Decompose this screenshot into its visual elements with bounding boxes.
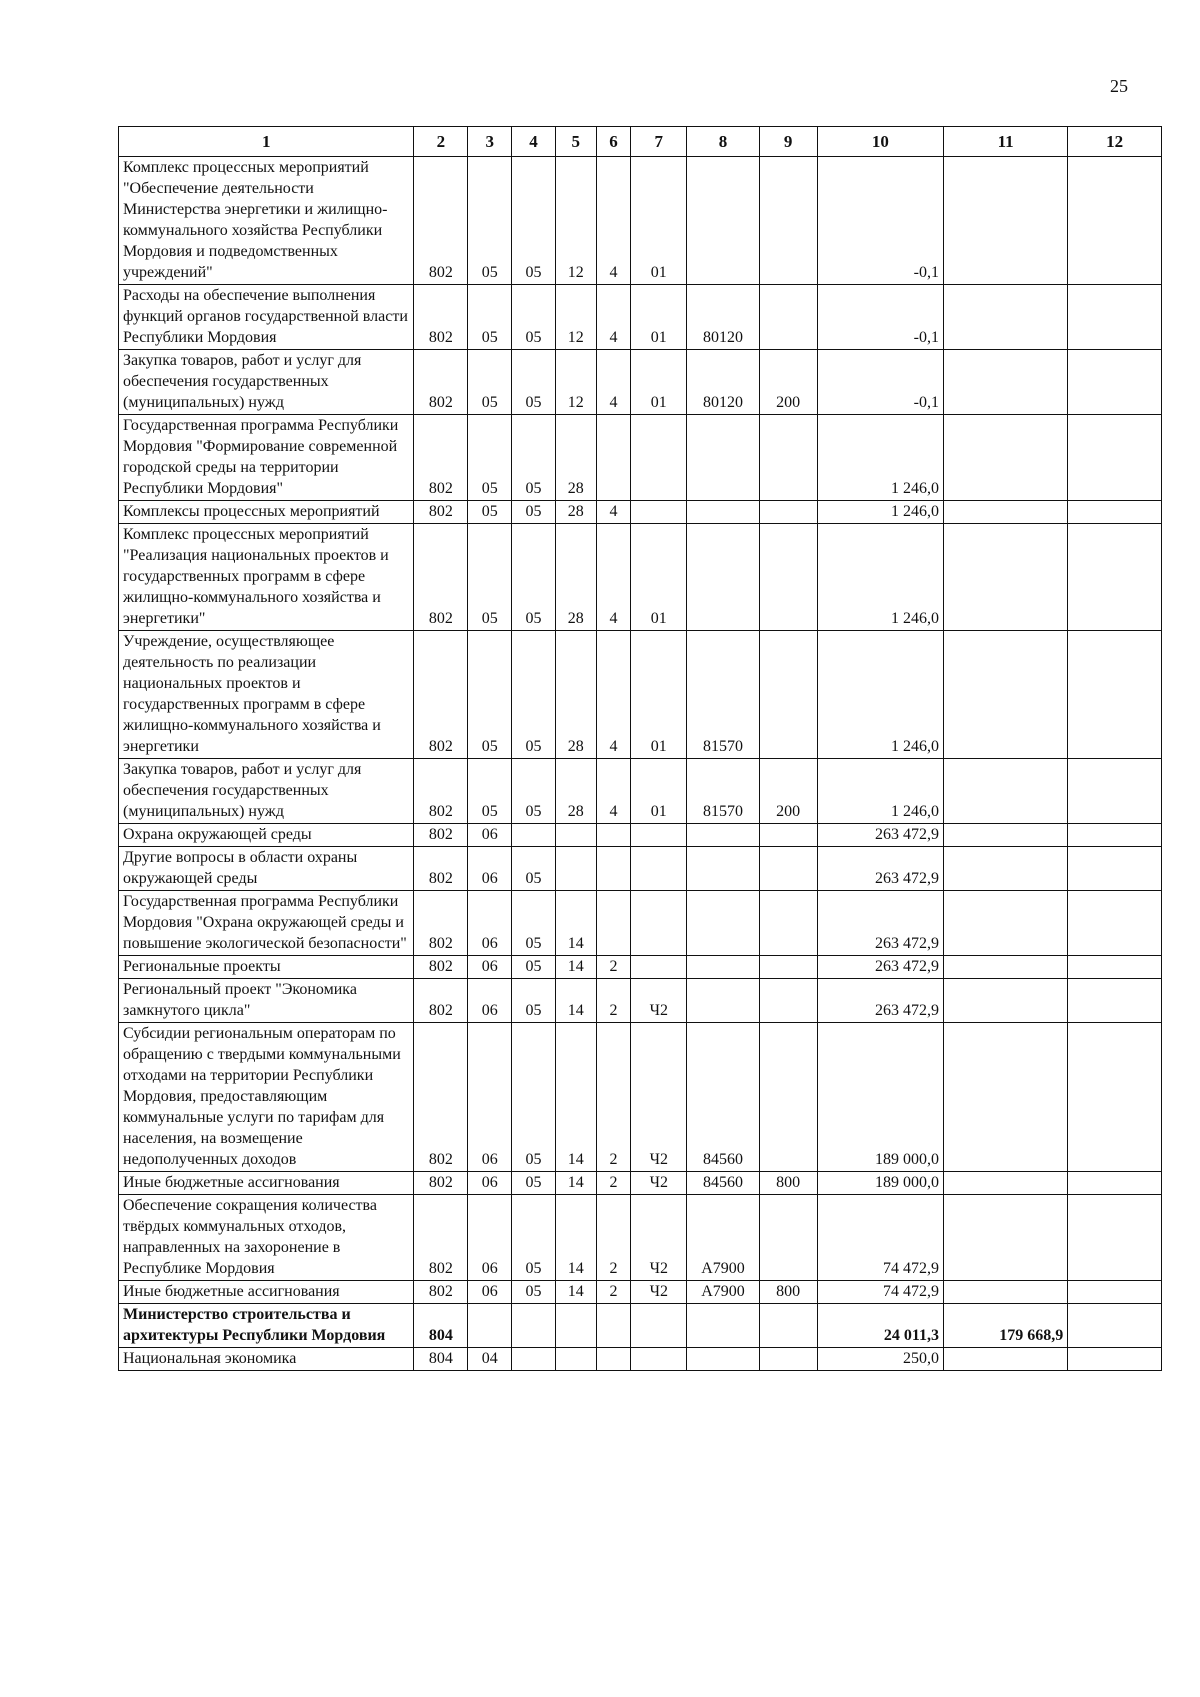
program-cell xyxy=(555,1348,596,1371)
table-row xyxy=(119,350,1162,415)
subprogram-cell: 4 xyxy=(596,501,631,524)
event-cell xyxy=(631,1348,687,1371)
direction-cell: 80120 xyxy=(687,350,759,415)
expense-type-cell xyxy=(759,285,817,350)
amount-2-cell xyxy=(943,1023,1067,1172)
column-header: 10 xyxy=(817,127,943,157)
amount-3-cell xyxy=(1068,847,1162,891)
expense-type-cell xyxy=(759,979,817,1023)
subsection-cell: 05 xyxy=(512,759,556,824)
direction-cell xyxy=(687,891,759,956)
event-cell: 01 xyxy=(631,157,687,285)
amount-2-cell xyxy=(943,415,1067,501)
kvsr-cell: 802 xyxy=(414,501,468,524)
direction-cell xyxy=(687,979,759,1023)
subsection-cell: 05 xyxy=(512,979,556,1023)
row-name-cell: Закупка товаров, работ и услуг для обеспечения государственных (муниципальных) нужд xyxy=(119,350,414,415)
column-header: 9 xyxy=(759,127,817,157)
amount-cell: 1 246,0 xyxy=(817,631,943,759)
table-row xyxy=(119,847,1162,891)
amount-2-cell xyxy=(943,759,1067,824)
table-row xyxy=(119,1023,1162,1172)
program-cell: 28 xyxy=(555,524,596,631)
expense-type-cell: 200 xyxy=(759,350,817,415)
amount-3-cell xyxy=(1068,285,1162,350)
direction-cell: 84560 xyxy=(687,1172,759,1195)
subprogram-cell xyxy=(596,891,631,956)
event-cell: Ч2 xyxy=(631,1281,687,1304)
amount-2-cell xyxy=(943,1281,1067,1304)
program-cell: 14 xyxy=(555,1281,596,1304)
table-row xyxy=(119,1195,1162,1281)
direction-cell: 80120 xyxy=(687,285,759,350)
event-cell: Ч2 xyxy=(631,1023,687,1172)
program-cell: 28 xyxy=(555,501,596,524)
program-cell: 28 xyxy=(555,631,596,759)
kvsr-cell: 802 xyxy=(414,1172,468,1195)
row-name-cell: Министерство строительства и архитектуры Республики Мордовия xyxy=(119,1304,414,1348)
amount-cell: 74 472,9 xyxy=(817,1281,943,1304)
table-row xyxy=(119,824,1162,847)
table-row xyxy=(119,415,1162,501)
event-cell: 01 xyxy=(631,350,687,415)
expense-type-cell xyxy=(759,1348,817,1371)
event-cell: 01 xyxy=(631,285,687,350)
amount-cell: 263 472,9 xyxy=(817,847,943,891)
amount-cell: 263 472,9 xyxy=(817,956,943,979)
section-cell: 06 xyxy=(468,891,512,956)
amount-2-cell: 179 668,9 xyxy=(943,1304,1067,1348)
amount-2-cell xyxy=(943,501,1067,524)
expense-type-cell xyxy=(759,956,817,979)
section-cell: 05 xyxy=(468,415,512,501)
subprogram-cell xyxy=(596,1304,631,1348)
amount-cell: 1 246,0 xyxy=(817,524,943,631)
column-header: 7 xyxy=(631,127,687,157)
row-name-cell: Закупка товаров, работ и услуг для обеспечения государственных (муниципальных) нужд xyxy=(119,759,414,824)
direction-cell xyxy=(687,1348,759,1371)
subprogram-cell: 2 xyxy=(596,1281,631,1304)
expense-type-cell xyxy=(759,157,817,285)
table-body xyxy=(119,157,1162,1371)
amount-3-cell xyxy=(1068,891,1162,956)
row-name-cell: Расходы на обеспечение выполнения функций органов государственной власти Республики Мордовия xyxy=(119,285,414,350)
subprogram-cell xyxy=(596,847,631,891)
amount-2-cell xyxy=(943,956,1067,979)
kvsr-cell: 802 xyxy=(414,285,468,350)
table-row xyxy=(119,1304,1162,1348)
event-cell: 01 xyxy=(631,524,687,631)
kvsr-cell: 802 xyxy=(414,415,468,501)
column-header: 3 xyxy=(468,127,512,157)
kvsr-cell: 802 xyxy=(414,891,468,956)
column-header: 4 xyxy=(512,127,556,157)
section-cell: 06 xyxy=(468,979,512,1023)
subsection-cell: 05 xyxy=(512,157,556,285)
amount-2-cell xyxy=(943,157,1067,285)
amount-2-cell xyxy=(943,847,1067,891)
amount-3-cell xyxy=(1068,1348,1162,1371)
budget-table xyxy=(118,126,1162,1371)
amount-cell: 1 246,0 xyxy=(817,759,943,824)
amount-3-cell xyxy=(1068,956,1162,979)
kvsr-cell: 802 xyxy=(414,631,468,759)
row-name-cell: Иные бюджетные ассигнования xyxy=(119,1281,414,1304)
column-header: 6 xyxy=(596,127,631,157)
amount-3-cell xyxy=(1068,759,1162,824)
program-cell: 14 xyxy=(555,891,596,956)
section-cell: 05 xyxy=(468,285,512,350)
amount-cell: -0,1 xyxy=(817,285,943,350)
row-name-cell: Субсидии региональным операторам по обращению с твердыми коммунальными отходами на территории Республики Мордовия, предоставляющим коммунальные услуги по тарифам для населения, на возмещение недополученных доходов xyxy=(119,1023,414,1172)
subprogram-cell: 4 xyxy=(596,524,631,631)
row-name-cell: Учреждение, осуществляющее деятельность по реализации национальных проектов и государственных программ в сфере жилищно-коммунального хозяйства и энергетики xyxy=(119,631,414,759)
amount-2-cell xyxy=(943,824,1067,847)
expense-type-cell xyxy=(759,824,817,847)
subprogram-cell: 4 xyxy=(596,759,631,824)
amount-2-cell xyxy=(943,285,1067,350)
row-name-cell: Другие вопросы в области охраны окружающей среды xyxy=(119,847,414,891)
subsection-cell: 05 xyxy=(512,631,556,759)
row-name-cell: Охрана окружающей среды xyxy=(119,824,414,847)
program-cell xyxy=(555,1304,596,1348)
subprogram-cell: 4 xyxy=(596,350,631,415)
subprogram-cell xyxy=(596,1348,631,1371)
table-row xyxy=(119,631,1162,759)
row-name-cell: Комплекс процессных мероприятий "Обеспечение деятельности Министерства энергетики и жилищно-коммунального хозяйства Республики Мордовия и подведомственных учреждений" xyxy=(119,157,414,285)
kvsr-cell: 802 xyxy=(414,524,468,631)
event-cell xyxy=(631,415,687,501)
table-row xyxy=(119,524,1162,631)
subprogram-cell: 4 xyxy=(596,631,631,759)
column-header: 1 xyxy=(119,127,414,157)
direction-cell: 81570 xyxy=(687,759,759,824)
subsection-cell xyxy=(512,1304,556,1348)
event-cell: 01 xyxy=(631,759,687,824)
amount-cell: 189 000,0 xyxy=(817,1172,943,1195)
direction-cell xyxy=(687,415,759,501)
amount-2-cell xyxy=(943,631,1067,759)
amount-3-cell xyxy=(1068,415,1162,501)
amount-2-cell xyxy=(943,1172,1067,1195)
program-cell: 14 xyxy=(555,1195,596,1281)
amount-2-cell xyxy=(943,1348,1067,1371)
page-number: 25 xyxy=(1110,76,1128,96)
event-cell: Ч2 xyxy=(631,1195,687,1281)
table-row xyxy=(119,157,1162,285)
program-cell: 28 xyxy=(555,759,596,824)
amount-3-cell xyxy=(1068,824,1162,847)
subsection-cell: 05 xyxy=(512,1281,556,1304)
direction-cell xyxy=(687,824,759,847)
event-cell xyxy=(631,956,687,979)
amount-2-cell xyxy=(943,1195,1067,1281)
section-cell: 05 xyxy=(468,759,512,824)
amount-cell: 1 246,0 xyxy=(817,501,943,524)
kvsr-cell: 802 xyxy=(414,956,468,979)
amount-cell: 189 000,0 xyxy=(817,1023,943,1172)
direction-cell xyxy=(687,501,759,524)
subsection-cell: 05 xyxy=(512,285,556,350)
direction-cell xyxy=(687,524,759,631)
section-cell: 06 xyxy=(468,1023,512,1172)
program-cell: 12 xyxy=(555,285,596,350)
kvsr-cell: 802 xyxy=(414,157,468,285)
direction-cell: А7900 xyxy=(687,1195,759,1281)
expense-type-cell xyxy=(759,847,817,891)
amount-3-cell xyxy=(1068,501,1162,524)
section-cell: 04 xyxy=(468,1348,512,1371)
expense-type-cell: 800 xyxy=(759,1172,817,1195)
subprogram-cell xyxy=(596,415,631,501)
amount-3-cell xyxy=(1068,1023,1162,1172)
expense-type-cell xyxy=(759,1304,817,1348)
subsection-cell: 05 xyxy=(512,1195,556,1281)
amount-3-cell xyxy=(1068,157,1162,285)
amount-2-cell xyxy=(943,350,1067,415)
direction-cell xyxy=(687,157,759,285)
column-header: 5 xyxy=(555,127,596,157)
amount-cell: 1 246,0 xyxy=(817,415,943,501)
expense-type-cell xyxy=(759,501,817,524)
kvsr-cell: 802 xyxy=(414,979,468,1023)
amount-3-cell xyxy=(1068,1281,1162,1304)
row-name-cell: Комплексы процессных мероприятий xyxy=(119,501,414,524)
table-row xyxy=(119,891,1162,956)
amount-2-cell xyxy=(943,891,1067,956)
subprogram-cell: 2 xyxy=(596,956,631,979)
program-cell: 14 xyxy=(555,956,596,979)
kvsr-cell: 802 xyxy=(414,824,468,847)
direction-cell: А7900 xyxy=(687,1281,759,1304)
column-header: 12 xyxy=(1068,127,1162,157)
row-name-cell: Региональный проект "Экономика замкнутого цикла" xyxy=(119,979,414,1023)
row-name-cell: Обеспечение сокращения количества твёрдых коммунальных отходов, направленных на захоронение в Республике Мордовия xyxy=(119,1195,414,1281)
expense-type-cell: 800 xyxy=(759,1281,817,1304)
section-cell xyxy=(468,1304,512,1348)
kvsr-cell: 804 xyxy=(414,1304,468,1348)
program-cell: 14 xyxy=(555,1023,596,1172)
amount-3-cell xyxy=(1068,1304,1162,1348)
amount-cell: 250,0 xyxy=(817,1348,943,1371)
subsection-cell xyxy=(512,1348,556,1371)
row-name-cell: Иные бюджетные ассигнования xyxy=(119,1172,414,1195)
section-cell: 06 xyxy=(468,1172,512,1195)
subprogram-cell xyxy=(596,824,631,847)
amount-3-cell xyxy=(1068,524,1162,631)
expense-type-cell xyxy=(759,891,817,956)
event-cell xyxy=(631,847,687,891)
subsection-cell: 05 xyxy=(512,847,556,891)
subsection-cell: 05 xyxy=(512,956,556,979)
section-cell: 05 xyxy=(468,157,512,285)
amount-2-cell xyxy=(943,979,1067,1023)
expense-type-cell: 200 xyxy=(759,759,817,824)
direction-cell xyxy=(687,956,759,979)
kvsr-cell: 802 xyxy=(414,350,468,415)
section-cell: 05 xyxy=(468,501,512,524)
kvsr-cell: 802 xyxy=(414,1195,468,1281)
table-row xyxy=(119,285,1162,350)
event-cell: 01 xyxy=(631,631,687,759)
subprogram-cell: 2 xyxy=(596,1195,631,1281)
amount-cell: -0,1 xyxy=(817,350,943,415)
subprogram-cell: 4 xyxy=(596,285,631,350)
row-name-cell: Комплекс процессных мероприятий "Реализация национальных проектов и государственных программ в сфере жилищно-коммунального хозяйства и энергетики" xyxy=(119,524,414,631)
kvsr-cell: 802 xyxy=(414,759,468,824)
section-cell: 05 xyxy=(468,524,512,631)
program-cell: 12 xyxy=(555,350,596,415)
amount-3-cell xyxy=(1068,979,1162,1023)
subsection-cell: 05 xyxy=(512,1172,556,1195)
section-cell: 05 xyxy=(468,350,512,415)
event-cell xyxy=(631,891,687,956)
program-cell: 28 xyxy=(555,415,596,501)
row-name-cell: Государственная программа Республики Мордовия "Охрана окружающей среды и повышение экологической безопасности" xyxy=(119,891,414,956)
event-cell: Ч2 xyxy=(631,979,687,1023)
program-cell: 14 xyxy=(555,1172,596,1195)
amount-cell: -0,1 xyxy=(817,157,943,285)
amount-3-cell xyxy=(1068,1172,1162,1195)
subsection-cell: 05 xyxy=(512,1023,556,1172)
subsection-cell: 05 xyxy=(512,350,556,415)
expense-type-cell xyxy=(759,631,817,759)
expense-type-cell xyxy=(759,1023,817,1172)
expense-type-cell xyxy=(759,415,817,501)
amount-cell: 263 472,9 xyxy=(817,979,943,1023)
kvsr-cell: 802 xyxy=(414,847,468,891)
row-name-cell: Государственная программа Республики Мордовия "Формирование современной городской среды на территории Республики Мордовия" xyxy=(119,415,414,501)
row-name-cell: Национальная экономика xyxy=(119,1348,414,1371)
subsection-cell: 05 xyxy=(512,415,556,501)
program-cell: 12 xyxy=(555,157,596,285)
table-row xyxy=(119,501,1162,524)
table-row xyxy=(119,1281,1162,1304)
event-cell: Ч2 xyxy=(631,1172,687,1195)
expense-type-cell xyxy=(759,524,817,631)
event-cell xyxy=(631,824,687,847)
subsection-cell: 05 xyxy=(512,524,556,631)
event-cell xyxy=(631,1304,687,1348)
section-cell: 06 xyxy=(468,1281,512,1304)
subprogram-cell: 2 xyxy=(596,1023,631,1172)
event-cell xyxy=(631,501,687,524)
program-cell: 14 xyxy=(555,979,596,1023)
amount-cell: 24 011,3 xyxy=(817,1304,943,1348)
section-cell: 06 xyxy=(468,847,512,891)
subsection-cell xyxy=(512,824,556,847)
table-row xyxy=(119,1348,1162,1371)
amount-2-cell xyxy=(943,524,1067,631)
section-cell: 05 xyxy=(468,631,512,759)
kvsr-cell: 802 xyxy=(414,1281,468,1304)
column-header: 2 xyxy=(414,127,468,157)
direction-cell: 81570 xyxy=(687,631,759,759)
table-row xyxy=(119,956,1162,979)
column-header: 11 xyxy=(943,127,1067,157)
subsection-cell: 05 xyxy=(512,501,556,524)
section-cell: 06 xyxy=(468,1195,512,1281)
row-name-cell: Региональные проекты xyxy=(119,956,414,979)
section-cell: 06 xyxy=(468,956,512,979)
subprogram-cell: 4 xyxy=(596,157,631,285)
amount-3-cell xyxy=(1068,631,1162,759)
section-cell: 06 xyxy=(468,824,512,847)
program-cell xyxy=(555,847,596,891)
subprogram-cell: 2 xyxy=(596,979,631,1023)
kvsr-cell: 804 xyxy=(414,1348,468,1371)
table-row xyxy=(119,979,1162,1023)
expense-type-cell xyxy=(759,1195,817,1281)
table-row xyxy=(119,759,1162,824)
direction-cell xyxy=(687,1304,759,1348)
subprogram-cell: 2 xyxy=(596,1172,631,1195)
subsection-cell: 05 xyxy=(512,891,556,956)
kvsr-cell: 802 xyxy=(414,1023,468,1172)
program-cell xyxy=(555,824,596,847)
column-header: 8 xyxy=(687,127,759,157)
header-row xyxy=(119,127,1162,157)
amount-cell: 74 472,9 xyxy=(817,1195,943,1281)
table-row xyxy=(119,1172,1162,1195)
amount-cell: 263 472,9 xyxy=(817,891,943,956)
amount-3-cell xyxy=(1068,350,1162,415)
direction-cell: 84560 xyxy=(687,1023,759,1172)
direction-cell xyxy=(687,847,759,891)
amount-cell: 263 472,9 xyxy=(817,824,943,847)
amount-3-cell xyxy=(1068,1195,1162,1281)
